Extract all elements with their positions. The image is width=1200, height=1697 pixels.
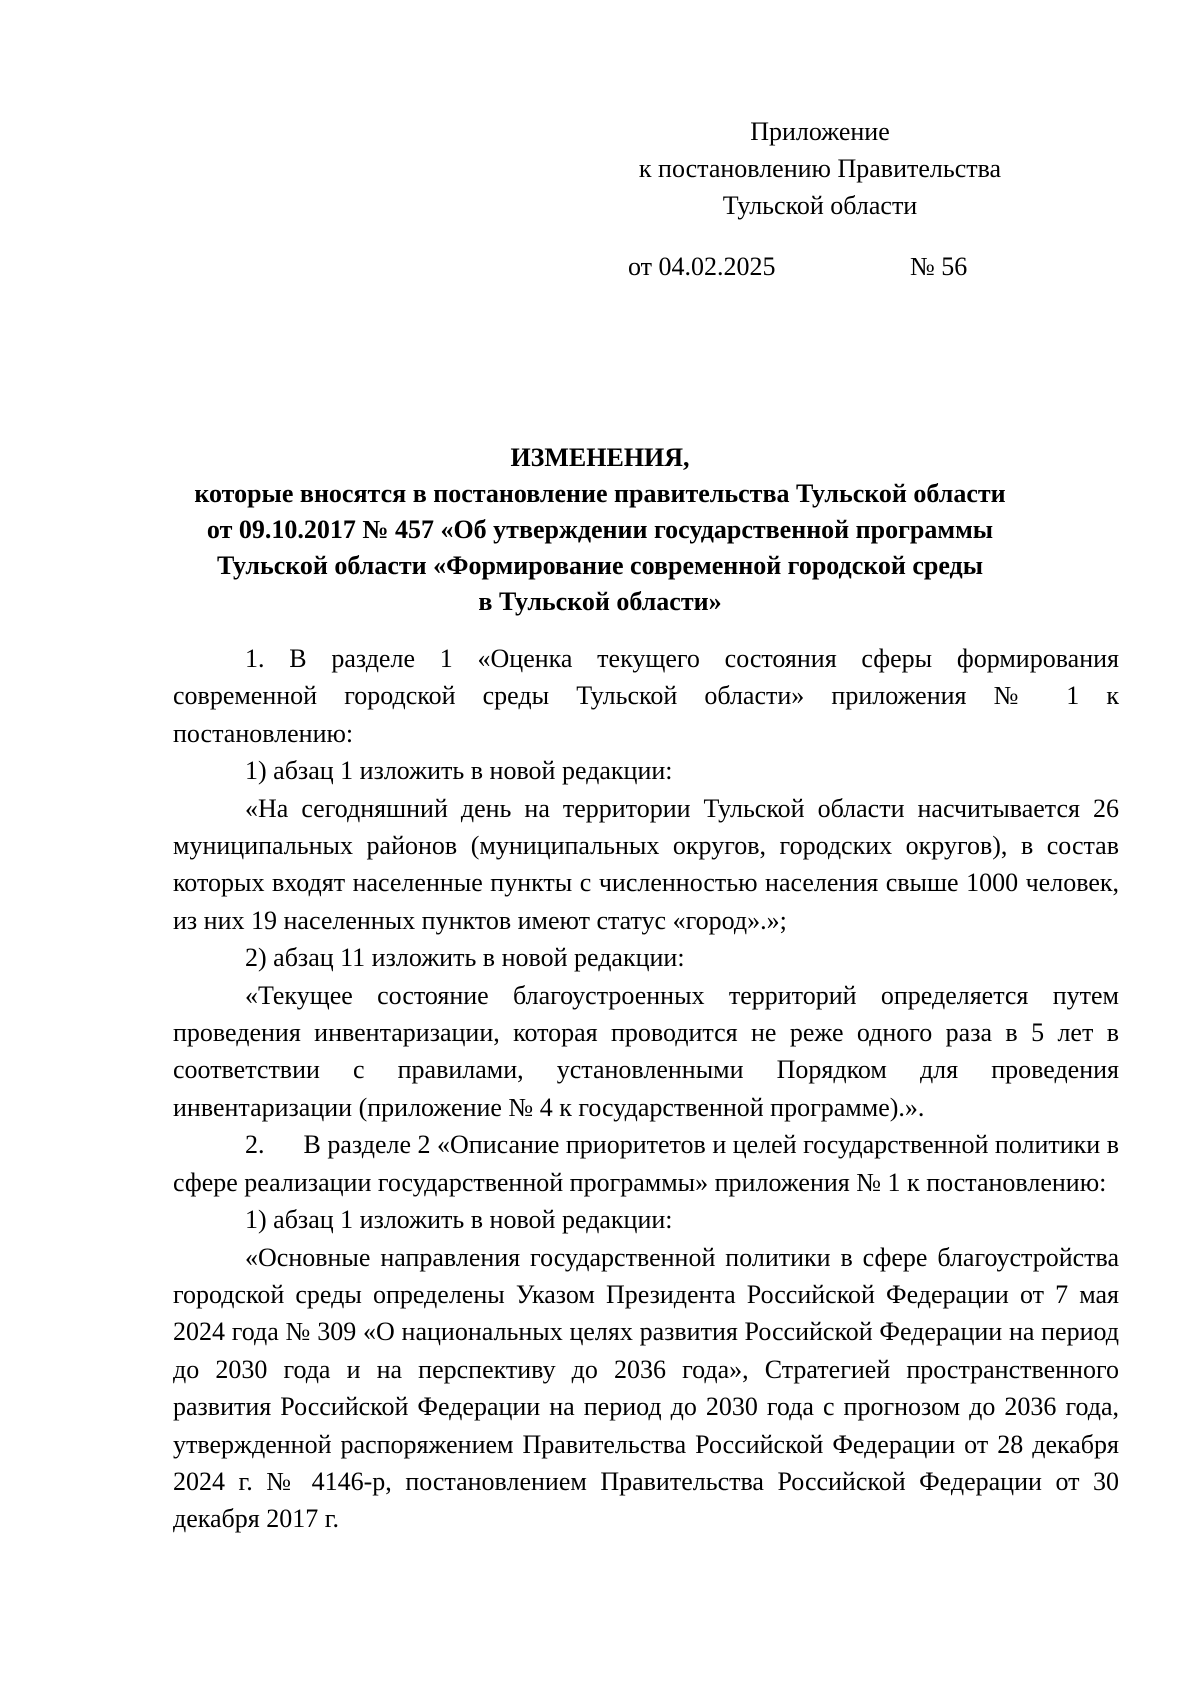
appendix-header — [600, 113, 1040, 224]
paragraph-5: «Текущее состояние благоустроенных территорий определяется путем проведения инвентаризации, которая проводится не реже одного раза в 5 лет в соответствии с правилами, установленными Порядком для проведения инвентаризации (приложение № 4 к государственной программе).». — [173, 980, 1119, 1122]
paragraph-6: 2. В разделе 2 «Описание приоритетов и целей государственной политики в сфере реализации государственной программы» приложения № 1 к постановлению: — [173, 1130, 1126, 1197]
paragraph-3: «На сегодняшний день на территории Тульской области насчитывается 26 муниципальных районов (муниципальных округов, городских округов), в состав которых входят населенные пункты с численностью населения свыше 1000 человек, из них 19 населенных пунктов имеют статус «город».»; — [173, 793, 1119, 935]
document-title — [150, 440, 1050, 620]
title-line-3: от 09.10.2017 № 457 «Об утверждении государственной программы — [206, 515, 994, 544]
paragraph-1: 1. В разделе 1 «Оценка текущего состояния сферы формирования современной городской среды Тульской области» приложения № 1 к постановлению: — [173, 644, 1119, 748]
appendix-reference: к постановлению Правительства — [638, 154, 1002, 183]
title-line-2: которые вносятся в постановление правительства Тульской области — [194, 479, 1006, 508]
title-line-1: ИЗМЕНЕНИЯ, — [510, 443, 690, 472]
appendix-region: Тульской области — [722, 191, 918, 220]
resolution-date: от 04.02.2025 — [628, 252, 776, 281]
document-body — [173, 640, 1126, 1538]
resolution-number: № 56 — [910, 252, 968, 281]
title-line-5: в Тульской области» — [478, 587, 722, 616]
title-line-4: Тульской области «Формирование современной городской среды — [216, 551, 984, 580]
paragraph-4: 2) абзац 11 изложить в новой редакции: — [245, 943, 685, 973]
appendix-label: Приложение — [750, 117, 890, 146]
paragraph-8: «Основные направления государственной политики в сфере благоустройства городской среды определены Указом Президента Российской Федерации от 7 мая 2024 года № 309 «О национальных целях развития Российской Федерации на период до 2030 года и на перспективу до 2036 года», Стратегией пространственного развития Российской Федерации на период до 2030 года с прогнозом до 2036 года, утвержденной распоряжением Правительства Российской Федерации от 28 декабря 2024 г. № 4146-р, постановлением Правительства Российской Федерации от 30 декабря 2017 г. — [173, 1242, 1119, 1534]
paragraph-7: 1) абзац 1 изложить в новой редакции: — [245, 1205, 673, 1235]
paragraph-2: 1) абзац 1 изложить в новой редакции: — [245, 756, 673, 786]
